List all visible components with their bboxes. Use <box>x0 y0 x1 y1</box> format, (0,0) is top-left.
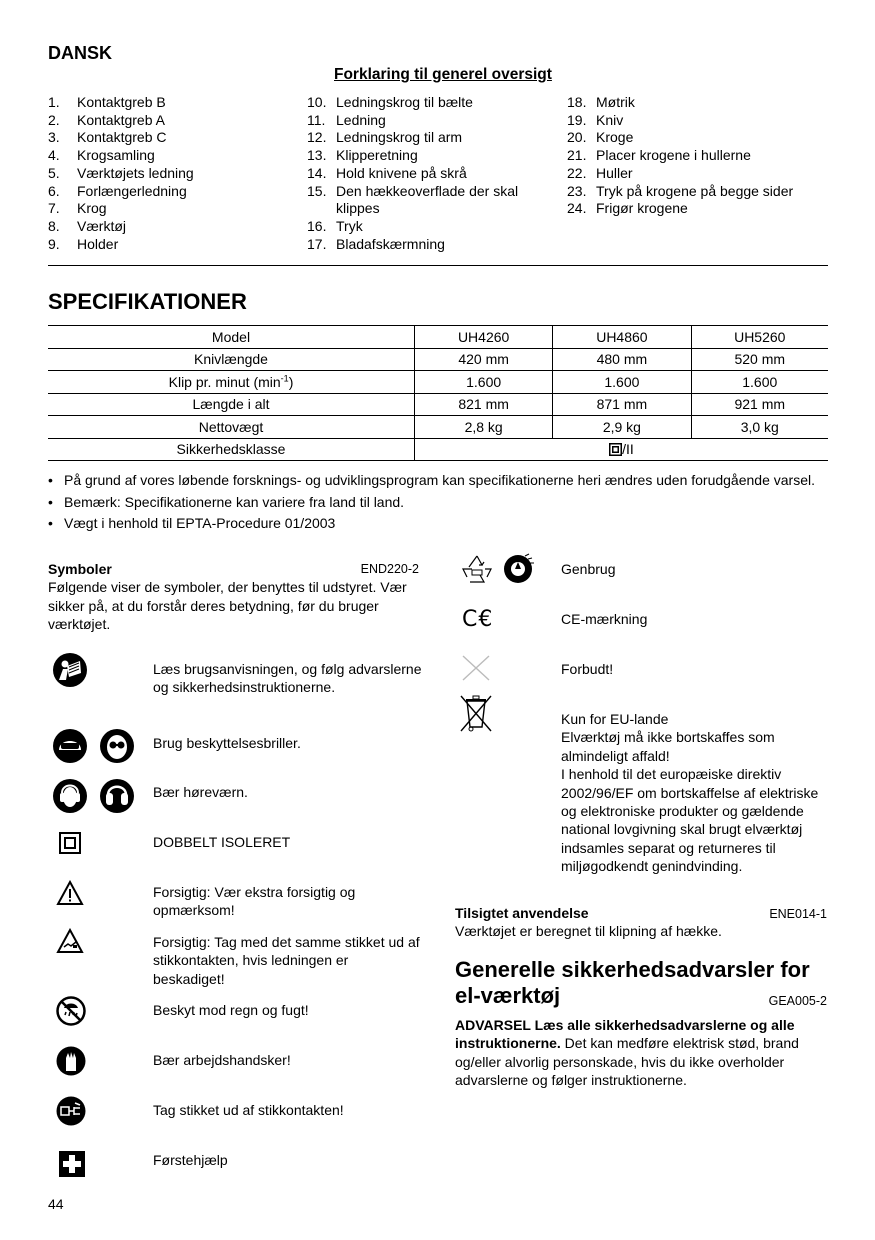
list-item: • Bemærk: Specifikationerne kan variere fra land til land. <box>48 493 405 510</box>
list-item-label: Huller <box>596 164 633 181</box>
list-item <box>48 112 298 130</box>
list-item-number: 20. <box>567 129 587 146</box>
table-cell <box>48 371 415 394</box>
list-item-label: Kniv <box>596 111 624 128</box>
symbol-text: Forbudt! <box>561 661 614 677</box>
list-item <box>567 183 827 201</box>
list-item-number: 6. <box>48 182 60 199</box>
damaged-cord-icon <box>56 928 84 954</box>
symbol-text: Forsigtig: Vær ekstra forsigtig og opmærksom! <box>153 884 356 919</box>
list-item-number: 4. <box>48 147 60 164</box>
symbol-text: Brug beskyttelsesbriller. <box>153 735 301 751</box>
list-item-number: 8. <box>48 217 60 234</box>
list-item-label: Ledning <box>336 111 386 128</box>
read-manual-icon <box>52 652 88 688</box>
list-item-label: Tryk på krogene på begge sider <box>596 182 794 199</box>
list-item <box>48 218 298 236</box>
list-item-number: 1. <box>48 94 60 110</box>
table-cell <box>415 438 829 461</box>
list-item-number: 16. <box>307 217 327 234</box>
list-item-label: Holder <box>77 235 119 252</box>
symbol-text: Bær arbejdshandsker! <box>153 1052 291 1068</box>
table-cell: 821 mm <box>415 393 553 416</box>
list-item <box>307 165 557 183</box>
symbol-text: Beskyt mod regn og fugt! <box>153 1002 309 1018</box>
table-row <box>48 371 828 394</box>
list-item-number: 23. <box>567 182 587 199</box>
list-item <box>48 236 298 254</box>
list-item <box>48 129 298 147</box>
symbol-text: Kun for EU-lande Elværktøj må ikke bortskaffes som almindeligt affald! I henhold til det europæiske direktiv 2002/96/EF om bortskaffelse af elektriske og elektroniske produkter og gældende national lovgivning skal brugt elværktøj indsamles separat og returneres til miljøgodkendt genindvinding. <box>561 711 819 875</box>
list-item <box>307 236 557 254</box>
list-item-label: Krogsamling <box>77 147 155 164</box>
table-cell: 480 mm <box>553 348 691 371</box>
general-warning <box>455 1016 827 1090</box>
list-item-label: Kroge <box>596 129 634 146</box>
ear-protection-icon <box>52 778 88 814</box>
symbol-text: DOBBELT ISOLERET <box>153 834 291 850</box>
warning-text: Det kan medføre elektrisk stød, brand og/eller alvorlig personskade, hvis du ikke overholder advarslerne og følger instruktionerne. <box>455 1035 799 1089</box>
list-item-label: Hold knivene på skrå <box>336 164 467 181</box>
table-cell: Nettovægt <box>48 416 415 439</box>
symbol-text: Læs brugsanvisningen, og følg advarslerne og sikkerhedsinstruktionerne. <box>153 661 422 696</box>
list-item-number: 17. <box>307 235 327 252</box>
no-rain-icon <box>56 996 86 1026</box>
overview-column-1 <box>48 94 298 253</box>
table-row <box>48 348 828 371</box>
intended-use-section <box>455 904 827 940</box>
table-header-row <box>48 326 828 349</box>
symbol-text: Førstehjælp <box>153 1152 228 1168</box>
list-item-number: 15. <box>307 182 327 199</box>
list-item: • Vægt i henhold til EPTA-Procedure 01/2003 <box>48 515 336 531</box>
double-insulation-icon <box>609 443 622 456</box>
list-item-number: 14. <box>307 164 327 181</box>
table-cell: Sikkerhedsklasse <box>48 438 415 461</box>
list-item <box>307 147 557 165</box>
list-item-number: 5. <box>48 164 60 181</box>
list-item <box>48 183 298 201</box>
table-cell: 2,9 kg <box>553 416 691 439</box>
list-item <box>567 112 827 130</box>
table-cell: 2,8 kg <box>415 416 553 439</box>
list-item-label: Møtrik <box>596 94 635 110</box>
list-item <box>567 94 827 112</box>
overview-column-3 <box>567 94 827 218</box>
list-item-label: Ledningskrog til bælte <box>336 94 473 110</box>
table-row <box>48 393 828 416</box>
list-item <box>307 112 557 130</box>
spec-notes <box>48 471 828 533</box>
table-row <box>48 416 828 439</box>
list-item <box>567 200 827 218</box>
list-item-number: 11. <box>307 111 326 128</box>
list-item-label: Kontaktgreb A <box>77 111 165 128</box>
list-item-number: 12. <box>307 129 327 146</box>
warning-bold-text: ADVARSEL Læs alle sikkerhedsadvarslerne og alle instruktionerne. <box>455 1017 795 1052</box>
forbidden-icon <box>460 653 492 683</box>
weee-bin-icon <box>458 693 494 733</box>
gloves-icon <box>56 1045 86 1077</box>
recycling-seal-icon <box>500 551 536 587</box>
symbol-text: Tag stikket ud af stikkontakten! <box>153 1102 344 1118</box>
list-item <box>307 218 557 236</box>
table-row <box>48 438 828 461</box>
warning-triangle-icon <box>56 880 84 906</box>
list-item-label: Frigør krogene <box>596 200 688 217</box>
unplug-icon <box>56 1096 86 1126</box>
list-item <box>307 94 557 112</box>
specifications-title: SPECIFIKATIONER <box>48 289 247 314</box>
list-item-number: 24. <box>567 200 587 217</box>
list-item <box>307 129 557 147</box>
symbol-text: Bær høreværn. <box>153 784 248 800</box>
general-safety-title <box>455 957 827 1009</box>
list-item-label: Tryk <box>336 217 363 234</box>
list-item <box>48 147 298 165</box>
recycling-icon <box>460 553 494 587</box>
ear-muffs-icon <box>99 778 135 814</box>
list-item-label: Kontaktgreb C <box>77 129 167 146</box>
list-item <box>307 183 557 218</box>
table-cell: 520 mm <box>691 348 828 371</box>
list-item <box>48 165 298 183</box>
list-item-number: 7. <box>48 200 60 217</box>
general-safety-code: GEA005-2 <box>768 994 827 1008</box>
symbol-text: CE-mærkning <box>561 611 648 627</box>
list-item-number: 10. <box>307 94 327 110</box>
superscript: -1 <box>280 373 289 383</box>
note-text: Bemærk: Specifikationerne kan variere fra land til land. <box>64 493 405 510</box>
language-heading: DANSK <box>48 43 113 63</box>
list-item-label: Placer krogene i hullerne <box>596 147 751 164</box>
list-item-number: 9. <box>48 235 60 252</box>
goggles-face-icon <box>99 728 135 764</box>
symbols-title: Symboler <box>48 561 112 577</box>
table-cell: 921 mm <box>691 393 828 416</box>
list-item: • På grund af vores løbende forsknings- og udviklingsprogram kan specifikationerne heri ændres uden forudgående varsel. <box>48 472 815 488</box>
list-item <box>48 200 298 218</box>
symbol-text: Genbrug <box>561 561 616 577</box>
table-cell: Knivlængde <box>48 348 415 371</box>
list-item-label: Klipperetning <box>336 147 418 164</box>
note-text: Vægt i henhold til EPTA-Procedure 01/2003 <box>64 515 336 531</box>
symbols-section-header <box>48 560 419 633</box>
table-cell: 1.600 <box>691 371 828 394</box>
ce-mark-icon: C€ <box>462 607 494 632</box>
list-item-label: Den hækkeoverflade der skal klippes <box>336 182 519 217</box>
list-item <box>567 165 827 183</box>
table-cell: UH4260 <box>415 326 553 349</box>
first-aid-icon <box>59 1151 85 1177</box>
goggles-icon <box>52 728 88 764</box>
note-text: På grund af vores løbende forsknings- og udviklingsprogram kan specifikationerne heri ændres uden forudgående varsel. <box>64 472 815 488</box>
symbol-text: Forsigtig: Tag med det samme stikket ud af stikkontakten, hvis ledningen er beskadiget! <box>153 934 420 987</box>
overview-title: Forklaring til generel oversigt <box>334 66 552 83</box>
safety-class-value: /II <box>622 441 634 458</box>
general-safety-title-line1: Generelle sikkerhedsadvarsler for <box>455 957 810 982</box>
list-item-label: Forlængerledning <box>77 182 187 199</box>
divider <box>48 265 828 266</box>
intended-use-text: Værktøjet er beregnet til klipning af hække. <box>455 923 722 940</box>
list-item-number: 22. <box>567 164 587 181</box>
list-item-label: Krog <box>77 200 107 217</box>
list-item-number: 21. <box>567 147 587 164</box>
symbols-code: END220-2 <box>360 562 419 576</box>
list-item-label: Bladafskærmning <box>336 235 445 252</box>
list-item-number: 19. <box>567 111 587 128</box>
list-item <box>567 147 827 165</box>
double-insulation-icon <box>59 832 81 854</box>
table-cell: UH4860 <box>553 326 691 349</box>
list-item-number: 13. <box>307 147 327 164</box>
table-cell: Længde i alt <box>48 393 415 416</box>
list-item-label: Værktøj <box>77 217 126 234</box>
general-safety-title-line2: el-værktøj <box>455 983 561 1008</box>
table-cell: 1.600 <box>415 371 553 394</box>
intended-use-code: ENE014-1 <box>769 907 827 921</box>
overview-column-2 <box>307 94 557 253</box>
table-cell: 1.600 <box>553 371 691 394</box>
table-cell: 3,0 kg <box>691 416 828 439</box>
list-item <box>48 94 298 112</box>
list-item-label: Ledningskrog til arm <box>336 129 463 146</box>
cell-text: Klip pr. minut (min <box>168 373 281 390</box>
list-item-label: Kontaktgreb B <box>77 94 166 110</box>
table-cell: 420 mm <box>415 348 553 371</box>
page-number: 44 <box>48 1196 64 1212</box>
list-item-number: 3. <box>48 129 60 146</box>
list-item-label: Værktøjets ledning <box>77 164 194 181</box>
list-item <box>567 129 827 147</box>
symbols-intro: Følgende viser de symboler, der benyttes til udstyret. Vær sikker på, at du forstår deres betydning, før du bruger værktøjet. <box>48 579 407 632</box>
table-cell: 871 mm <box>553 393 691 416</box>
cell-text: ) <box>288 373 294 390</box>
list-item-number: 2. <box>48 111 60 128</box>
table-cell: UH5260 <box>691 326 828 349</box>
specifications-table <box>48 325 828 461</box>
list-item-number: 18. <box>567 94 587 110</box>
intended-use-title: Tilsigtet anvendelse <box>455 905 589 921</box>
table-cell: Model <box>48 326 415 349</box>
